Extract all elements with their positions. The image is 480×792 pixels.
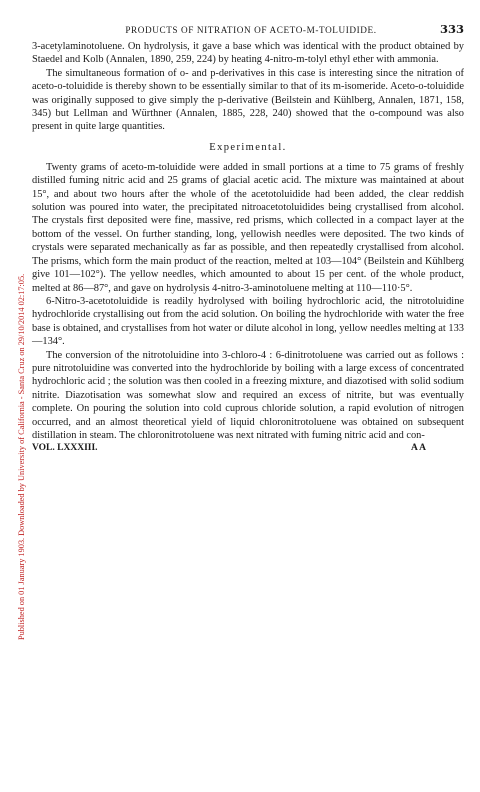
margin-note bbox=[4, 40, 26, 640]
paragraph: 6-Nitro-3-acetotoluidide is readily hydrolysed with boiling hydrochloric acid, the nitrotoluidine hydrochloride crystallising out from the acid solution. On boiling the hydrochloride with water the free base is obtained, and crystallises from hot water or dilute alcohol in long, yellow needles melting at 133—134°. bbox=[32, 295, 464, 348]
page-footer bbox=[32, 443, 464, 453]
page bbox=[32, 22, 464, 453]
volume-label: VOL. LXXXIII. bbox=[32, 443, 98, 454]
signature-mark: A A bbox=[410, 443, 426, 454]
paragraph: The simultaneous formation of o- and p-derivatives in this case is interesting since the nitration of aceto-o-toluidide is thereby shown to be essentially similar to that of its m-isomeride. Aceto-o-toluidide was originally supposed to give simply the p-derivative (Beilstein and Kühlberg, Annalen, 1871, 158, 345) but Lellman and Würthner (Annalen, 1885, 228, 240) showed that the o-compound was also present in quite large quantities. bbox=[32, 67, 464, 133]
paragraph: Twenty grams of aceto-m-toluidide were added in small portions at a time to 75 grams of freshly distilled fuming nitric acid and 25 grams of glacial acetic acid. The mixture was maintained at about 15°, and about two hours after the whole of the acetotoluidide had been added, the clear reddish solution was poured into water, the precipitated nitroacetotoluidides being crystallised from alcohol. The crystals first deposited were fine, massive, red prisms, which collected in a compact layer at the bottom of the vessel. On further standing, long, yellowish needles were deposited. The two kinds of crystals were separated mechanically as far as possible, and then repeatedly crystallised from alcohol. The prisms, which form the main product of the reaction, melted at 103—104° (Beilstein and Kühlberg give 101—102°). The yellow needles, which amounted to about 15 per cent. of the whole product, melted at 86—87°, and gave on hydrolysis 4-nitro-3-aminotoluene melting at 110—110·5°. bbox=[32, 161, 464, 294]
paragraph: The conversion of the nitrotoluidine into 3-chloro-4 : 6-dinitrotoluene was carried out as follows : pure nitrotoluidine was converted into the hydrochloride by boiling with a large excess of concentrated hydrochloric acid ; the solution was then cooled in a freezing mixture, and diazotised with solid sodium nitrite. Diazotisation was somewhat slow and required an excess of nitrite, but was eventually complete. On pouring the solution into cold cuprous chloride solution, a rapid evolution of nitrogen occurred, and an almost theoretical yield of liquid chloronitrotoluene was obtained on subsequent distillation in steam. The chloronitrotoluene was next nitrated with fuming nitric acid and con- bbox=[32, 349, 464, 441]
margin-note-text: Published on 01 January 1903. Downloaded by University of California - Santa Cruz on 29/10/2014 02:17:05. bbox=[17, 273, 26, 640]
page-number: 333 bbox=[439, 22, 464, 36]
section-heading: Experimental. bbox=[209, 141, 287, 153]
running-header bbox=[32, 22, 464, 40]
paragraph: 3-acetylaminotoluene. On hydrolysis, it gave a base which was identical with the product obtained by Staedel and Kolb (Annalen, 1890, 259, 224) by heating 4-nitro-m-tolyl ethyl ether with ammonia. bbox=[32, 41, 464, 66]
running-title: PRODUCTS OF NITRATION OF ACETO-M-TOLUIDIDE. bbox=[125, 25, 377, 35]
